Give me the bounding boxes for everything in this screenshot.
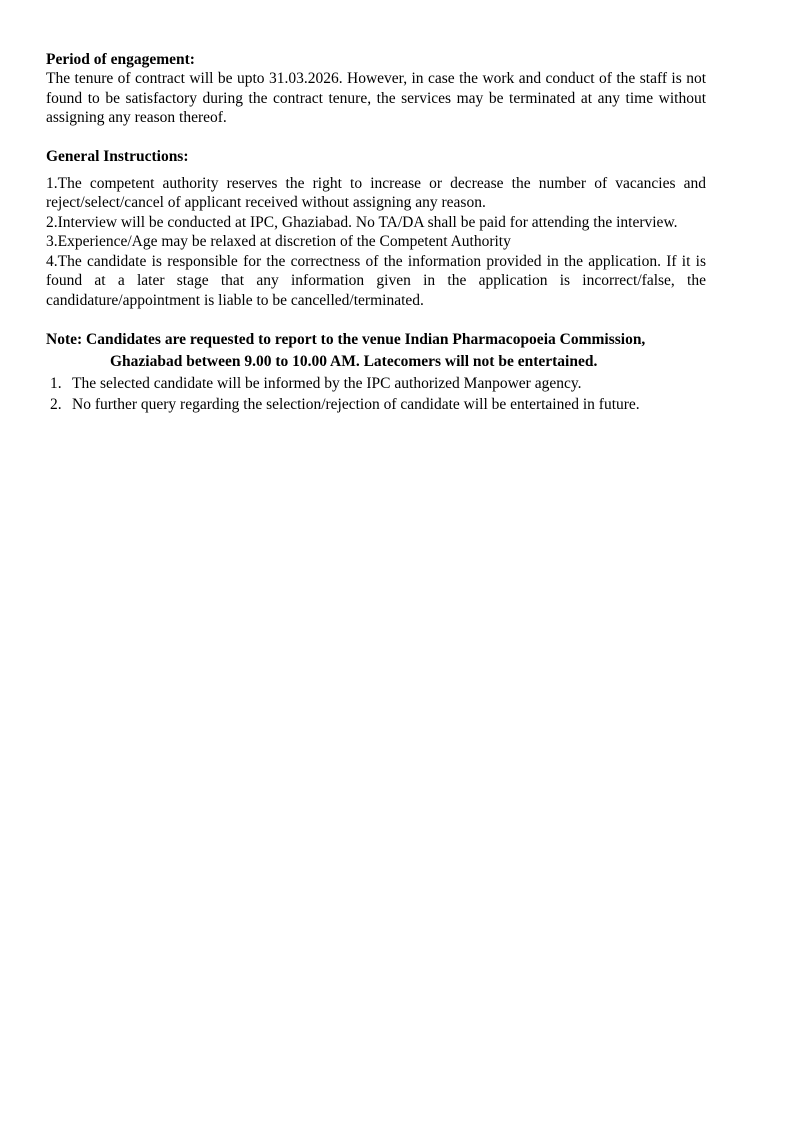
- list-item-text: Experience/Age may be relaxed at discretion of the Competent Authority: [57, 233, 511, 250]
- list-item: [46, 232, 706, 252]
- list-item: [46, 394, 706, 415]
- list-item-text: The competent authority reserves the right to increase or decrease the number of vacancies and reject/select/cancel of applicant received without assigning any reason.: [46, 174, 706, 211]
- section-gap: [46, 128, 706, 147]
- list-item-number: 2.: [50, 396, 62, 413]
- list-item: [46, 213, 706, 233]
- section-body-period-of-engagement: The tenure of contract will be upto 31.03.2026. However, in case the work and conduct of the staff is not found to be satisfactory during the contract tenure, the services may be terminated at any time without assigning any reason thereof.: [46, 70, 706, 126]
- list-item-number: 3.: [46, 233, 58, 250]
- note-gap: [46, 310, 706, 329]
- note-block: [46, 329, 706, 373]
- list-item-number: 1.: [50, 375, 62, 392]
- list-item-number: 4.: [46, 252, 58, 270]
- list-item-number: 2.: [46, 213, 58, 231]
- list-item-text: The selected candidate will be informed by the IPC authorized Manpower agency.: [72, 375, 582, 392]
- list-item-number: 1.: [46, 174, 58, 192]
- list-item: [46, 174, 706, 213]
- section-heading-general-instructions: General Instructions:: [46, 147, 189, 165]
- section-heading-period-of-engagement: Period of engagement:: [46, 51, 195, 68]
- list-item-text: The candidate is responsible for the correctness of the information provided in the application. If it is found at a later stage that any information given in the application is incorrect/false, the candidature/appointment is liable to be cancelled/terminated.: [46, 252, 706, 309]
- list-item-text: Interview will be conducted at IPC, Ghaziabad. No TA/DA shall be paid for attending the interview.: [57, 213, 678, 231]
- list-item: [46, 373, 706, 394]
- list-item: [46, 252, 706, 311]
- document-content: [46, 50, 706, 415]
- note-line-1: Note: Candidates are requested to report to the venue Indian Pharmacopoeia Commission,: [46, 331, 646, 348]
- list-item-text: No further query regarding the selection/rejection of candidate will be entertained in future.: [72, 396, 640, 413]
- note-line-2: Ghaziabad between 9.00 to 10.00 AM. Latecomers will not be entertained.: [110, 353, 598, 370]
- heading-gap: [46, 166, 706, 174]
